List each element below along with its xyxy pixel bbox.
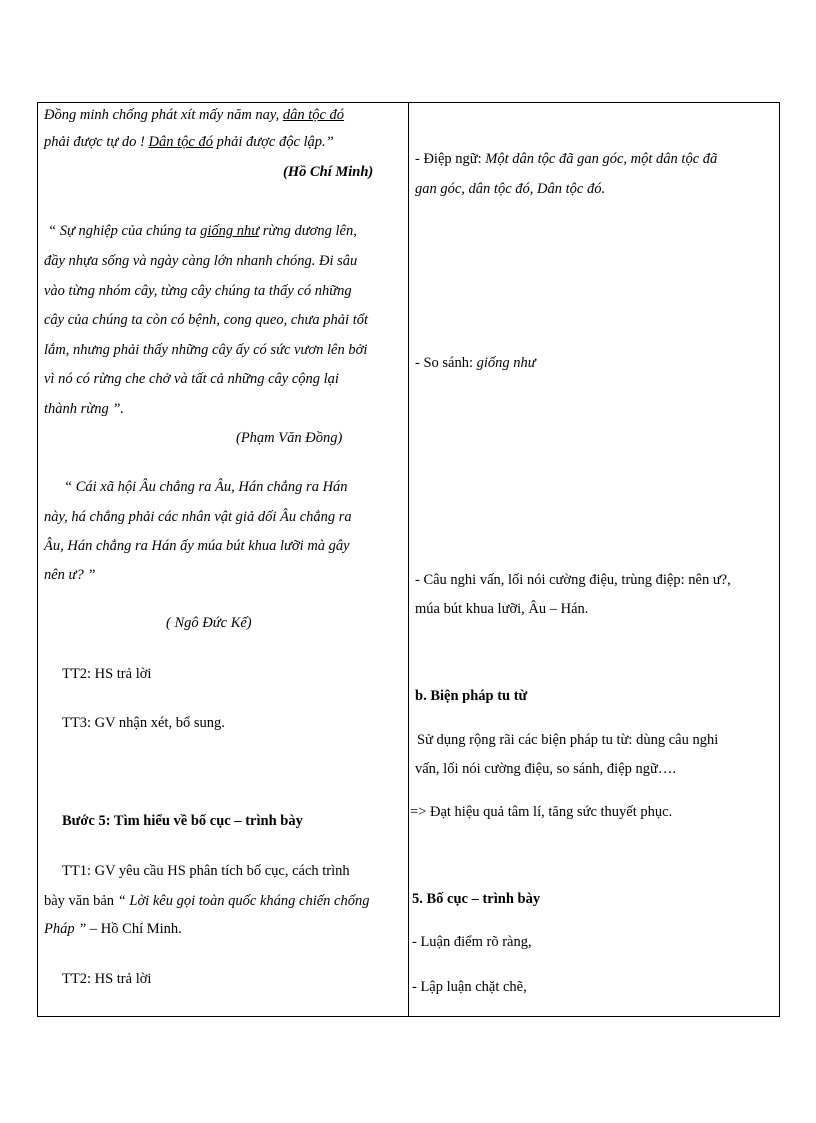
tt2-reply-2: TT2: HS trả lời	[62, 971, 152, 987]
quote3-line2: này, há chẳng phải các nhân vật giả dối Âu chẳng ra	[44, 509, 352, 525]
quote3-line4: nên ư? ”	[44, 567, 96, 583]
quote2-line3: vào từng nhóm cây, từng cây chúng ta thấy có những	[44, 283, 352, 299]
column-divider	[408, 103, 409, 1016]
tt2-reply: TT2: HS trả lời	[62, 666, 152, 682]
bien-phap-line2: vấn, lối nói cường điệu, so sánh, điệp ngữ….	[415, 761, 676, 777]
bien-phap-title: b. Biện pháp tu từ	[415, 688, 528, 704]
quote1-line2: phải được tự do ! Dân tộc đó phải được độc lập.”	[44, 134, 334, 150]
diep-ngu-line2: gan góc, dân tộc đó, Dân tộc đó.	[415, 181, 606, 197]
cau-nghi-van-line2: múa bút khua lưỡi, Âu – Hán.	[415, 601, 589, 617]
quote2-line4: cây của chúng ta còn có bệnh, cong queo, chưa phải tốt	[44, 312, 369, 328]
quote2-line1: “ Sự nghiệp của chúng ta giống như rừng dương lên,	[48, 223, 357, 239]
quote2-line6: vì nó có rừng che chở và tất cả những cây cộng lại	[44, 371, 339, 387]
quote2-line2: đầy nhựa sống và ngày càng lớn nhanh chóng. Đi sâu	[44, 253, 358, 269]
diep-ngu-line1: - Điệp ngữ: Một dân tộc đã gan góc, một dân tộc đã	[415, 151, 718, 167]
bo-cuc-title: 5. Bố cục – trình bày	[412, 891, 541, 907]
quote2-line5: lắm, nhưng phải thấy những cây ấy có sức vươn lên bởi	[44, 342, 368, 358]
tt1-line1: TT1: GV yêu cầu HS phân tích bố cục, cách trình	[62, 863, 350, 879]
quote1-author: (Hồ Chí Minh)	[283, 164, 374, 180]
so-sanh: - So sánh: giống như	[415, 355, 536, 371]
quote3-line3: Âu, Hán chẳng ra Hán ấy múa bút khua lưỡi mà gây	[44, 538, 350, 554]
step5-title: Bước 5: Tìm hiểu về bố cục – trình bày	[62, 813, 303, 829]
lap-luan: - Lập luận chặt chẽ,	[412, 979, 527, 995]
cau-nghi-van-line1: - Câu nghi vấn, lối nói cường điệu, trùng điệp: nên ư?,	[415, 572, 731, 588]
quote3-line1: “ Cái xã hội Âu chẳng ra Âu, Hán chẳng ra Hán	[64, 479, 348, 495]
tt3-comment: TT3: GV nhận xét, bổ sung.	[62, 715, 225, 731]
luan-diem: - Luận điểm rõ ràng,	[412, 934, 532, 950]
tt1-line3: Pháp ” – Hồ Chí Minh.	[44, 921, 182, 937]
bien-phap-line1: Sử dụng rộng rãi các biện pháp tu từ: dùng câu nghi	[417, 732, 719, 748]
quote1-line1: Đồng minh chống phát xít mấy năm nay, dân tộc đó	[44, 107, 345, 123]
quote3-author: ( Ngô Đức Kế)	[166, 615, 252, 631]
content-table	[37, 102, 780, 1017]
quote2-line7: thành rừng ”.	[44, 401, 125, 417]
quote2-author: (Phạm Văn Đồng)	[236, 430, 343, 446]
tt1-line2: bày văn bản “ Lời kêu gọi toàn quốc kháng chiến chống	[44, 893, 370, 909]
hieu-qua: => Đạt hiệu quả tâm lí, tăng sức thuyết phục.	[410, 804, 673, 820]
